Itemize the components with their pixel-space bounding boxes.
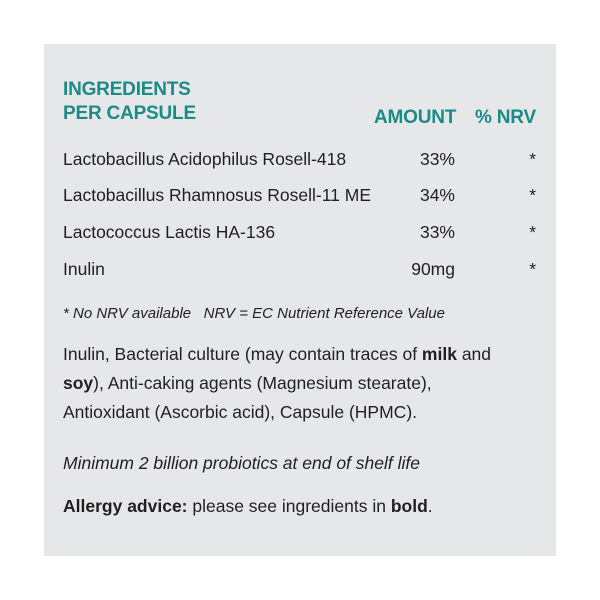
ingredients-line-1 — [63, 340, 539, 369]
nrv-column-header: % NRV — [475, 107, 536, 128]
ingredients-line-2 — [63, 369, 539, 398]
ingredient-amount: 33% — [419, 222, 455, 242]
nrv-footnote: * No NRV available NRV = EC Nutrient Reference Value — [63, 305, 445, 322]
ingredient-row — [44, 255, 556, 283]
allergy-end: . — [427, 496, 433, 516]
allergen-soy: soy — [63, 373, 94, 393]
ingredient-nrv: * — [529, 259, 536, 279]
allergy-label: Allergy advice: — [63, 496, 188, 516]
ingredients-text-part: and — [456, 344, 492, 364]
allergy-text: please see ingredients in — [187, 496, 391, 516]
ingredient-nrv: * — [529, 185, 536, 205]
ingredient-row — [44, 145, 556, 173]
ingredient-amount: 90mg — [411, 259, 455, 279]
allergy-advice — [63, 492, 433, 520]
ingredient-nrv: * — [529, 149, 536, 169]
ingredient-name: Inulin — [63, 259, 105, 279]
probiotic-count-note: Minimum 2 billion probiotics at end of shelf life — [63, 453, 420, 473]
amount-column-header: AMOUNT — [374, 107, 457, 128]
ingredient-row — [44, 218, 556, 246]
allergy-bold-word: bold — [390, 496, 428, 516]
ingredients-line-3: Antioxidant (Ascorbic acid), Capsule (HPMC). — [63, 402, 418, 422]
ingredients-text-part: ), Anti-caking agents (Magnesium stearate), — [93, 373, 432, 393]
ingredient-row — [44, 181, 556, 209]
ingredient-name: Lactococcus Lactis HA-136 — [63, 222, 276, 242]
ingredient-amount: 34% — [419, 185, 455, 205]
heading-line-1: INGREDIENTS — [63, 79, 191, 100]
heading-line-2: PER CAPSULE — [63, 103, 196, 124]
ingredient-name: Lactobacillus Rhamnosus Rosell-11 ME — [63, 185, 372, 205]
ingredients-panel — [44, 44, 556, 556]
ingredient-name: Lactobacillus Acidophilus Rosell-418 — [63, 149, 347, 169]
ingredient-amount: 33% — [419, 149, 455, 169]
ingredients-heading — [63, 78, 196, 126]
ingredient-nrv: * — [529, 222, 536, 242]
ingredients-text — [63, 340, 539, 427]
ingredients-text-part: Inulin, Bacterial culture (may contain traces of — [63, 344, 422, 364]
allergen-milk: milk — [421, 344, 457, 364]
